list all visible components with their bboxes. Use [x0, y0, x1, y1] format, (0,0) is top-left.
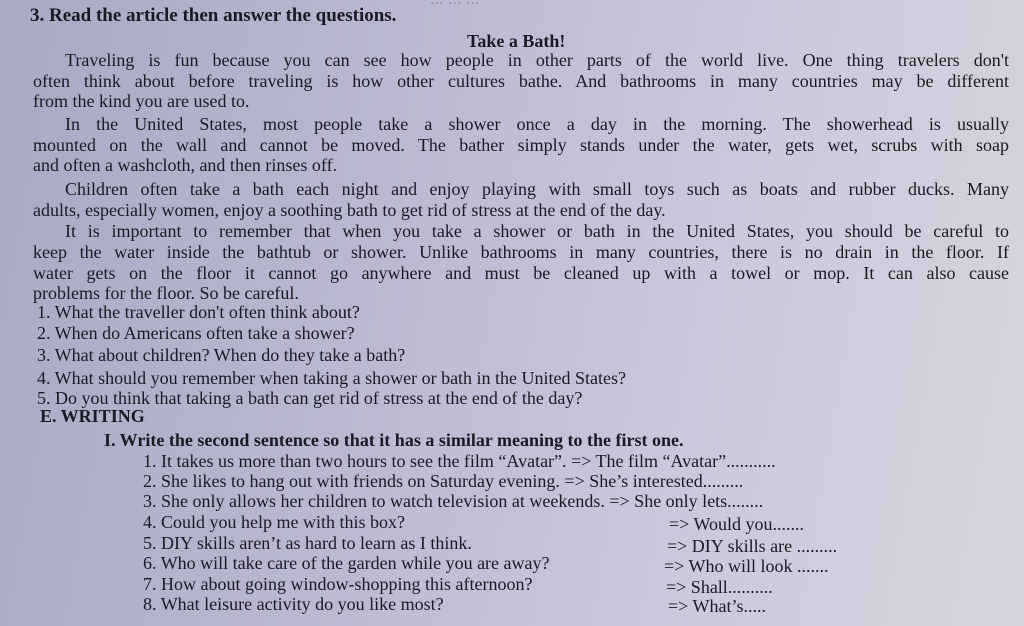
question-5: 5. Do you think that taking a bath can get rid of stress at the end of the day?	[37, 388, 583, 408]
rewrite-item-7	[143, 574, 532, 594]
rewrite-answer-7: => Shall..........	[666, 577, 773, 597]
p4-line-2: keep the water inside the bathtub or shower. Unlike bathrooms in many countries, there is no drain in the floor. If	[33, 242, 1009, 262]
rewrite-item-6	[143, 553, 550, 573]
rewrite-answer-8: => What’s.....	[668, 596, 766, 616]
question-2: 2. When do Americans often take a shower?	[37, 323, 355, 343]
rewrite-num: 2.	[143, 471, 157, 491]
p1-line-2: often think about before traveling is how other cultures bathe. And bathrooms in many countries may be different	[33, 71, 1009, 91]
rewrite-text: Could you help me with this box?	[161, 512, 405, 532]
rewrite-text: She only allows her children to watch television at weekends. => She only lets........	[161, 491, 764, 511]
p3-line-1: Children often take a bath each night and enjoy playing with small toys such as boats and rubber ducks. Many	[65, 179, 1009, 199]
rewrite-text: DIY skills aren’t as hard to learn as I think.	[161, 533, 472, 553]
rewrite-answer-6: => Who will look .......	[664, 556, 829, 576]
question-3: 3. What about children? When do they take a bath?	[37, 345, 406, 365]
p1-line-1: Traveling is fun because you can see how people in other parts of the world live. One thing travelers don't	[65, 50, 1009, 70]
rewrite-answer-5: => DIY skills are .........	[667, 536, 838, 556]
rewrite-num: 1.	[143, 451, 157, 471]
rewrite-num: 4.	[143, 512, 157, 532]
section-heading: E. WRITING	[40, 406, 145, 426]
rewrite-num: 3.	[143, 491, 157, 511]
p2-line-1: In the United States, most people take a shower once a day in the morning. The showerhead is usually	[65, 114, 1009, 134]
subsection-heading: I. Write the second sentence so that it has a similar meaning to the first one.	[104, 430, 684, 450]
rewrite-text: It takes us more than two hours to see the film “Avatar”. => The film “Avatar”...........	[161, 451, 776, 471]
rewrite-item-5	[143, 533, 472, 553]
rewrite-item-8	[143, 594, 444, 614]
rewrite-text: Who will take care of the garden while you are away?	[160, 553, 550, 573]
rewrite-num: 8.	[143, 594, 157, 614]
p1-line-3: from the kind you are used to.	[33, 91, 250, 111]
rewrite-item-1	[143, 451, 776, 471]
rewrite-num: 6.	[143, 553, 157, 573]
question-4: 4. What should you remember when taking a shower or bath in the United States?	[37, 368, 627, 388]
rewrite-text: She likes to hang out with friends on Saturday evening. => She’s interested.........	[161, 471, 744, 491]
article-title: Take a Bath!	[467, 31, 566, 51]
p4-line-4: problems for the floor. So be careful.	[33, 283, 299, 303]
rewrite-num: 5.	[143, 533, 157, 553]
p3-line-2: adults, especially women, enjoy a soothing bath to get rid of stress at the end of the day.	[33, 200, 666, 220]
rewrite-item-2	[143, 471, 743, 491]
p4-line-1: It is important to remember that when you take a shower or bath in the United States, you should be careful to	[65, 221, 1009, 241]
exercise-title: 3. Read the article then answer the questions.	[30, 5, 397, 26]
question-1: 1. What the traveller don't often think about?	[37, 302, 360, 322]
rewrite-num: 7.	[143, 574, 157, 594]
p2-line-3: and often a washcloth, and then rinses off.	[33, 155, 338, 175]
p4-line-3: water gets on the floor it cannot go anywhere and must be cleaned up with a towel or mop. It can also cause	[33, 263, 1009, 283]
rewrite-item-3	[143, 491, 763, 511]
p2-line-2: mounted on the wall and cannot be moved. The bather simply stands under the water, gets wet, scrubs with soap	[33, 135, 1009, 155]
rewrite-text: How about going window-shopping this afternoon?	[161, 574, 533, 594]
rewrite-text: What leisure activity do you like most?	[160, 594, 444, 614]
rewrite-item-4	[143, 512, 405, 532]
top-cut-text	[430, 0, 480, 8]
rewrite-answer-4: => Would you.......	[669, 514, 805, 534]
